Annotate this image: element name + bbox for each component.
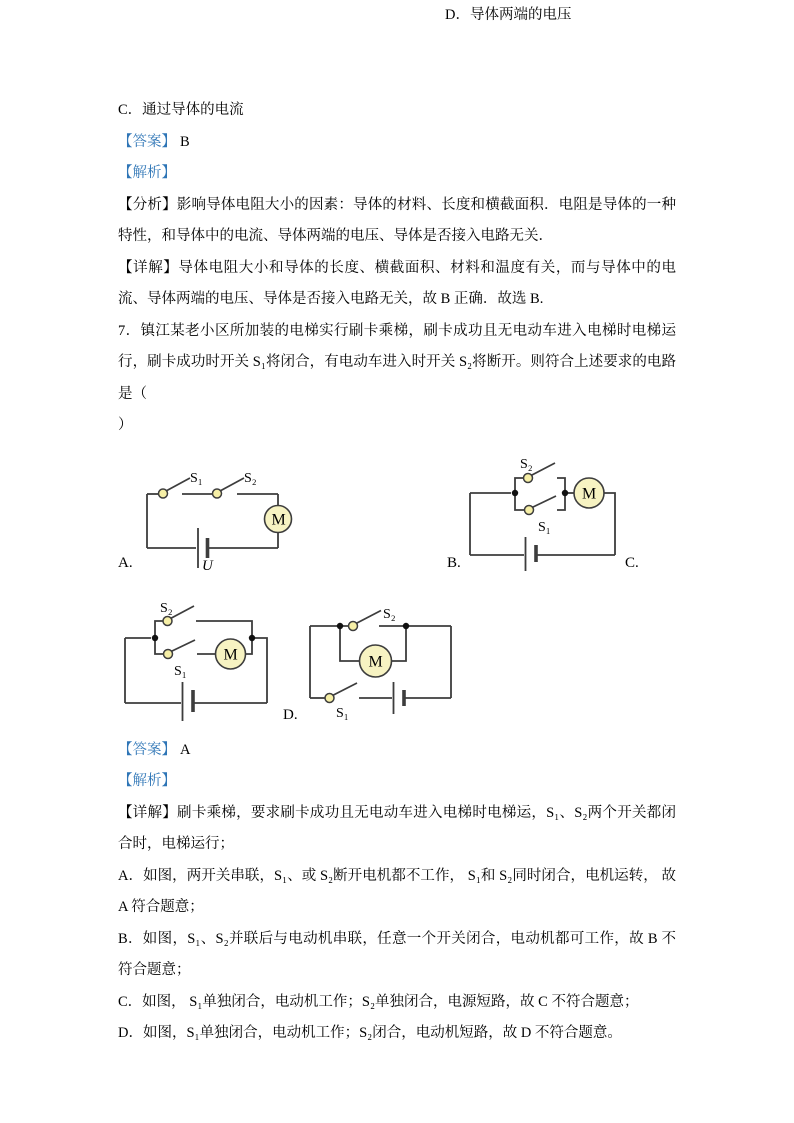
circuit-c-s1-label: S₁	[174, 663, 187, 679]
q7-stem-close: ）	[118, 417, 133, 433]
circuit-a-motor-label: M	[271, 511, 286, 528]
q6-answer-line	[118, 127, 676, 159]
q7-detail-c: C．如图， S₁单独闭合，电动机工作；S₂单独闭合，电源短路，故 C 不符合题意；	[118, 993, 639, 1010]
q7-analysis-label: 【解析】	[118, 773, 176, 789]
switch-s1-icon	[525, 496, 557, 515]
q7-answer-value: A	[180, 741, 191, 758]
q7-answer-label: 【答案】	[118, 741, 176, 758]
node-dot	[337, 622, 343, 628]
circuit-a-voltage-label: U	[202, 557, 213, 574]
q6-answer-label: 【答案】	[118, 133, 176, 150]
switch-s1-icon	[325, 683, 357, 703]
q7-stem: 7．镇江某老小区所加装的电梯实行刷卡乘梯，刷卡成功且无电动车进入电梯时电梯运行，刷卡成功时开关 S₁将闭合，有电动车进入时开关 S₂将断开。则符合上述要求的电路是（	[118, 322, 676, 402]
q6-analysis-label: 【解析】	[118, 165, 176, 181]
q7-detail-intro: 【详解】刷卡乘梯，要求刷卡成功且无电动车进入电梯时电梯运，S₁、S₂两个开关都闭合时，电梯运行；	[118, 804, 676, 852]
switch-s2-icon	[349, 610, 382, 630]
circuit-d-s1-label: S₁	[336, 705, 349, 721]
circuit-d-label: D.	[283, 706, 298, 723]
circuit-d-s2-label: S₂	[383, 606, 396, 622]
node-dot	[562, 489, 568, 495]
circuit-c-s2-label: S₂	[160, 600, 173, 616]
q7-detail-d: D．如图，S₁单独闭合，电动机工作；S₂闭合，电动机短路，故 D 不符合题意。	[118, 1025, 622, 1041]
circuit-b-motor-label: M	[582, 485, 597, 502]
circuit-d-diagram	[303, 591, 458, 725]
circuit-c-diagram	[120, 588, 275, 728]
circuit-a-s1-label: S₁	[190, 470, 203, 486]
circuit-c-label: C.	[625, 554, 639, 571]
switch-s1-icon	[159, 478, 191, 498]
circuit-d-motor-label: M	[368, 653, 383, 670]
q7-circuit-row-1	[118, 442, 768, 587]
circuit-b-s2-label: S₂	[520, 456, 533, 472]
circuit-b-diagram	[465, 444, 620, 576]
node-dot	[152, 634, 158, 640]
q7-analysis-label-line	[118, 766, 676, 798]
switch-s2-icon	[213, 478, 245, 498]
q6-answer-value: B	[180, 133, 190, 150]
battery-icon	[394, 682, 405, 714]
q6-analysis-label-line	[118, 158, 676, 190]
battery-icon	[183, 682, 194, 721]
q7-detail-a: A．如图，两开关串联，S₁、或 S₂断开电机都不工作， S₁和 S₂同时闭合，电机运转， 故 A 符合题意；	[118, 867, 676, 915]
q6-options-line	[118, 0, 676, 127]
switch-s1-icon	[164, 640, 196, 659]
node-dot	[512, 489, 518, 495]
q6-option-d: D．导体两端的电压	[445, 7, 572, 23]
q6-option-c: C．通过导体的电流	[118, 102, 244, 118]
q7-answer-line	[118, 735, 676, 767]
circuit-a-label: A.	[118, 554, 133, 571]
battery-icon	[526, 537, 537, 571]
document-content	[118, 0, 676, 1050]
q7-circuit-row-2	[118, 587, 768, 735]
circuit-a-s2-label: S₂	[244, 470, 257, 486]
node-dot	[403, 622, 409, 628]
q6-analysis-text: 【分析】影响导体电阻大小的因素：导体的材料、长度和横截面积．电阻是导体的一种特性，和导体中的电流、导体两端的电压、导体是否接入电路无关．	[118, 196, 676, 244]
circuit-a-diagram	[133, 451, 293, 576]
circuit-c-motor-label: M	[223, 646, 238, 663]
node-dot	[249, 634, 255, 640]
q7-detail-b: B．如图，S₁、S₂并联后与电动机串联，任意一个开关闭合，电动机都可工作，故 B 不符合题意；	[118, 930, 676, 978]
q6-detail-text: 【详解】导体电阻大小和导体的长度、横截面积、材料和温度有关，而与导体中的电流、导体两端的电压、导体是否接入电路无关，故 B 正确．故选 B.	[118, 259, 676, 307]
circuit-b-s1-label: S₁	[538, 519, 551, 535]
circuit-c-wires	[125, 621, 267, 703]
circuit-a-wires	[147, 494, 278, 548]
circuit-b-label: B.	[447, 554, 461, 571]
